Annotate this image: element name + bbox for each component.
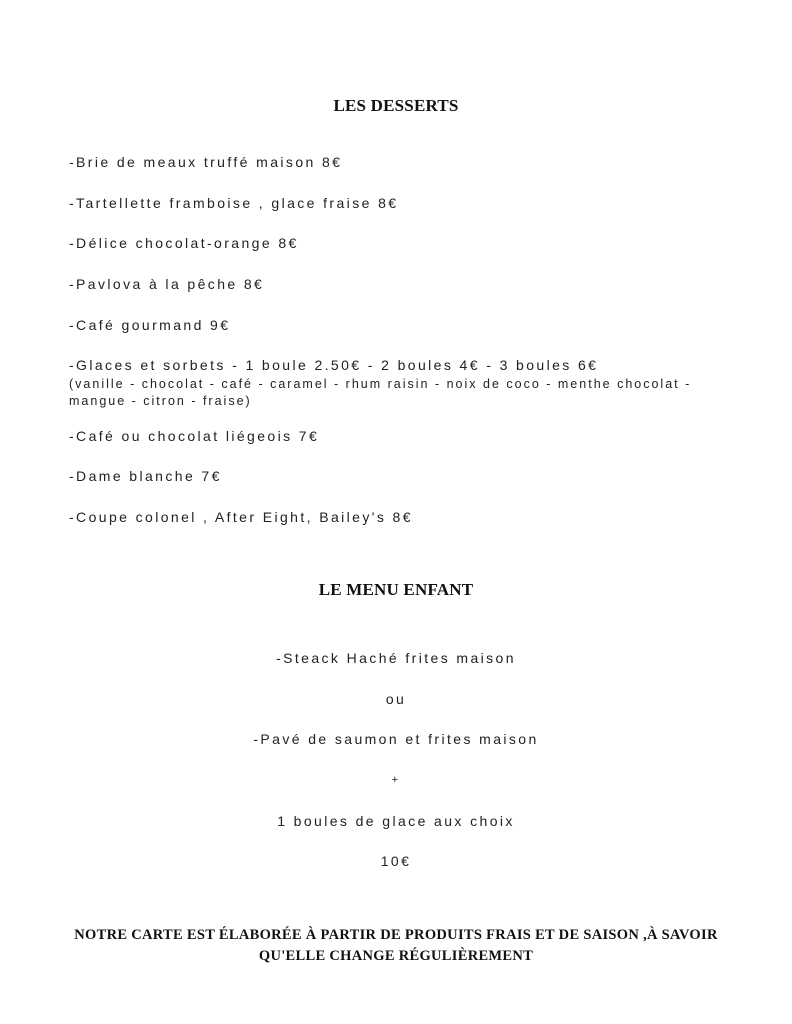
dessert-item-liegeois: -Café ou chocolat liégeois 7€ <box>69 428 320 444</box>
footer-line-2: QU'ELLE CHANGE RÉGULIÈREMENT <box>258 948 534 964</box>
dessert-item-dame-blanche: -Dame blanche 7€ <box>69 468 222 484</box>
kids-menu-line-steak: -Steack Haché frites maison <box>276 650 516 666</box>
dessert-item-pavlova: -Pavlova à la pêche 8€ <box>69 276 265 292</box>
ice-cream-flavors: (vanille - chocolat - café - caramel - rhum raisin - noix de coco - menthe chocolat - mangue - citron - fraise) <box>69 377 692 408</box>
dessert-item-glaces: -Glaces et sorbets - 1 boule 2.50€ - 2 boules 4€ - 3 boules 6€ <box>69 357 599 373</box>
dessert-item-coupe-colonel: -Coupe colonel , After Eight, Bailey's 8€ <box>69 509 413 525</box>
kids-menu-line-plus: + <box>391 774 401 786</box>
desserts-title: LES DESSERTS <box>333 96 459 115</box>
dessert-item-brie: -Brie de meaux truffé maison 8€ <box>69 154 343 170</box>
kids-menu-price: 10€ <box>380 853 412 869</box>
kids-menu-line-ice-cream: 1 boules de glace aux choix <box>277 813 515 829</box>
kids-menu-line-or: ou <box>385 691 407 707</box>
kids-menu-title: LE MENU ENFANT <box>318 580 474 599</box>
dessert-item-cafe-gourmand: -Café gourmand 9€ <box>69 317 231 333</box>
dessert-item-tartellette: -Tartellette framboise , glace fraise 8€ <box>69 195 399 211</box>
footer-note <box>30 925 762 967</box>
dessert-item-delice: -Délice chocolat-orange 8€ <box>69 235 299 251</box>
footer-line-1: NOTRE CARTE EST ÉLABORÉE À PARTIR DE PRODUITS FRAIS ET DE SAISON ,À SAVOIR <box>74 927 718 943</box>
kids-menu-line-salmon: -Pavé de saumon et frites maison <box>253 731 539 747</box>
